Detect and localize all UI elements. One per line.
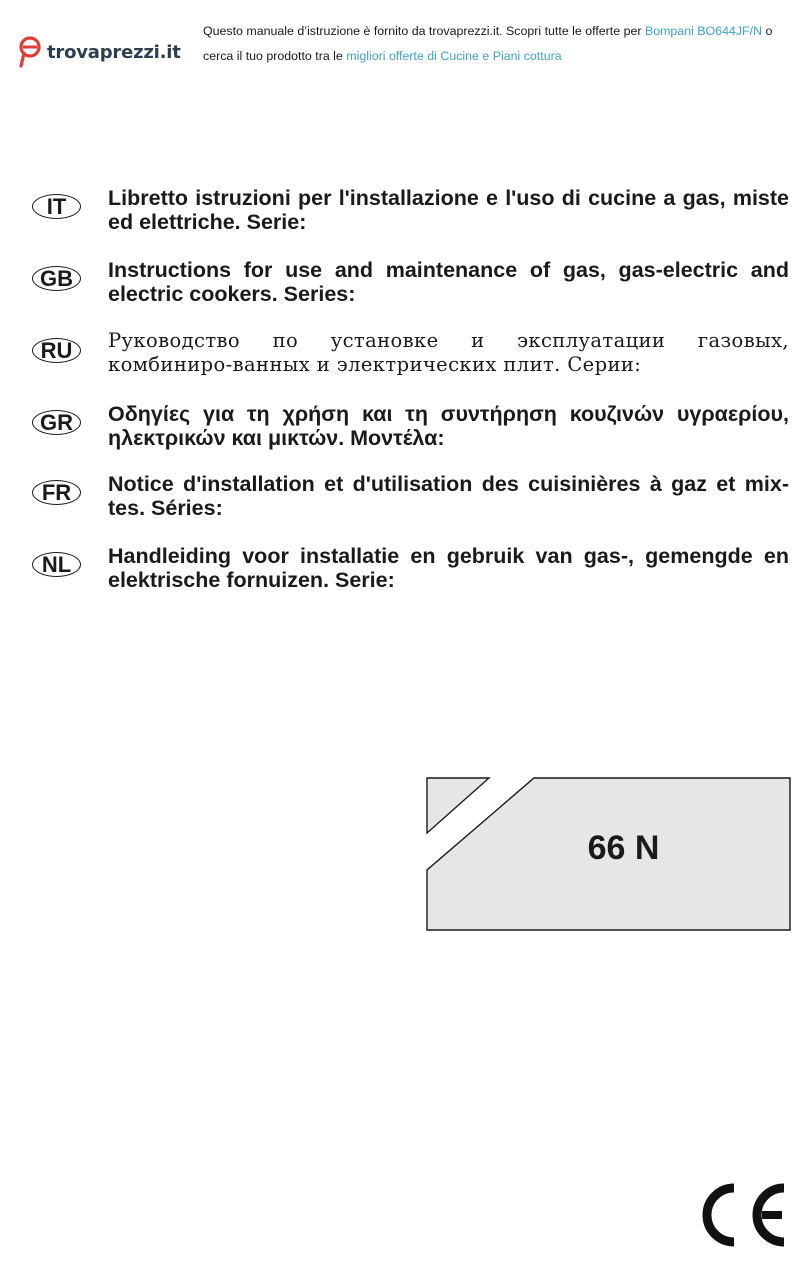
- lang-title-fr: Notice d'installation et d'utilisation des cuisinières à gaz et mix-tes. Séries:: [108, 472, 789, 520]
- ce-mark-icon: [702, 1183, 790, 1247]
- product-link[interactable]: Bompani BO644JF/N: [644, 24, 763, 38]
- lang-title-it: Libretto istruzioni per l'installazione e l'uso di cucine a gas, miste ed elettriche. Serie:: [108, 186, 789, 234]
- category-link[interactable]: migliori offerte di Cucine e Piani cottura: [346, 49, 562, 63]
- logo-text: trovaprezzi.it: [47, 41, 181, 63]
- lang-title-gr: Οδηγίες για τη χρήση και τη συντήρηση κουζινών υγραερίου, ηλεκτρικών και μικτών. Μοντέλα:: [108, 402, 789, 450]
- trovaprezzi-logo-icon: [18, 36, 42, 68]
- trovaprezzi-logo[interactable]: [18, 36, 181, 68]
- lang-badge-gr: GR: [32, 410, 81, 435]
- header-notice: [203, 19, 793, 69]
- notice-prefix: Questo manuale d’istruzione è fornito da trovaprezzi.it. Scopri tutte le offerte per: [203, 24, 645, 38]
- model-box: [426, 777, 791, 931]
- lang-badge-nl: NL: [32, 552, 81, 577]
- notice-middle: o cerca il tuo prodotto tra le: [203, 24, 773, 63]
- lang-title-ru: Руководство по установке и эксплуатации газовых, комбиниро-ванных и электрических плит. Серии:: [108, 329, 789, 376]
- lang-badge-it: IT: [32, 194, 81, 219]
- lang-badge-ru: RU: [32, 338, 81, 363]
- lang-badge-gb: GB: [32, 266, 81, 291]
- lang-title-nl: Handleiding voor installatie en gebruik van gas-, gemengde en elektrische fornuizen. Serie:: [108, 544, 789, 592]
- lang-badge-fr: FR: [32, 480, 81, 505]
- model-number: 66 N: [587, 829, 660, 867]
- lang-title-gb: Instructions for use and maintenance of gas, gas-electric and electric cookers. Series:: [108, 258, 789, 306]
